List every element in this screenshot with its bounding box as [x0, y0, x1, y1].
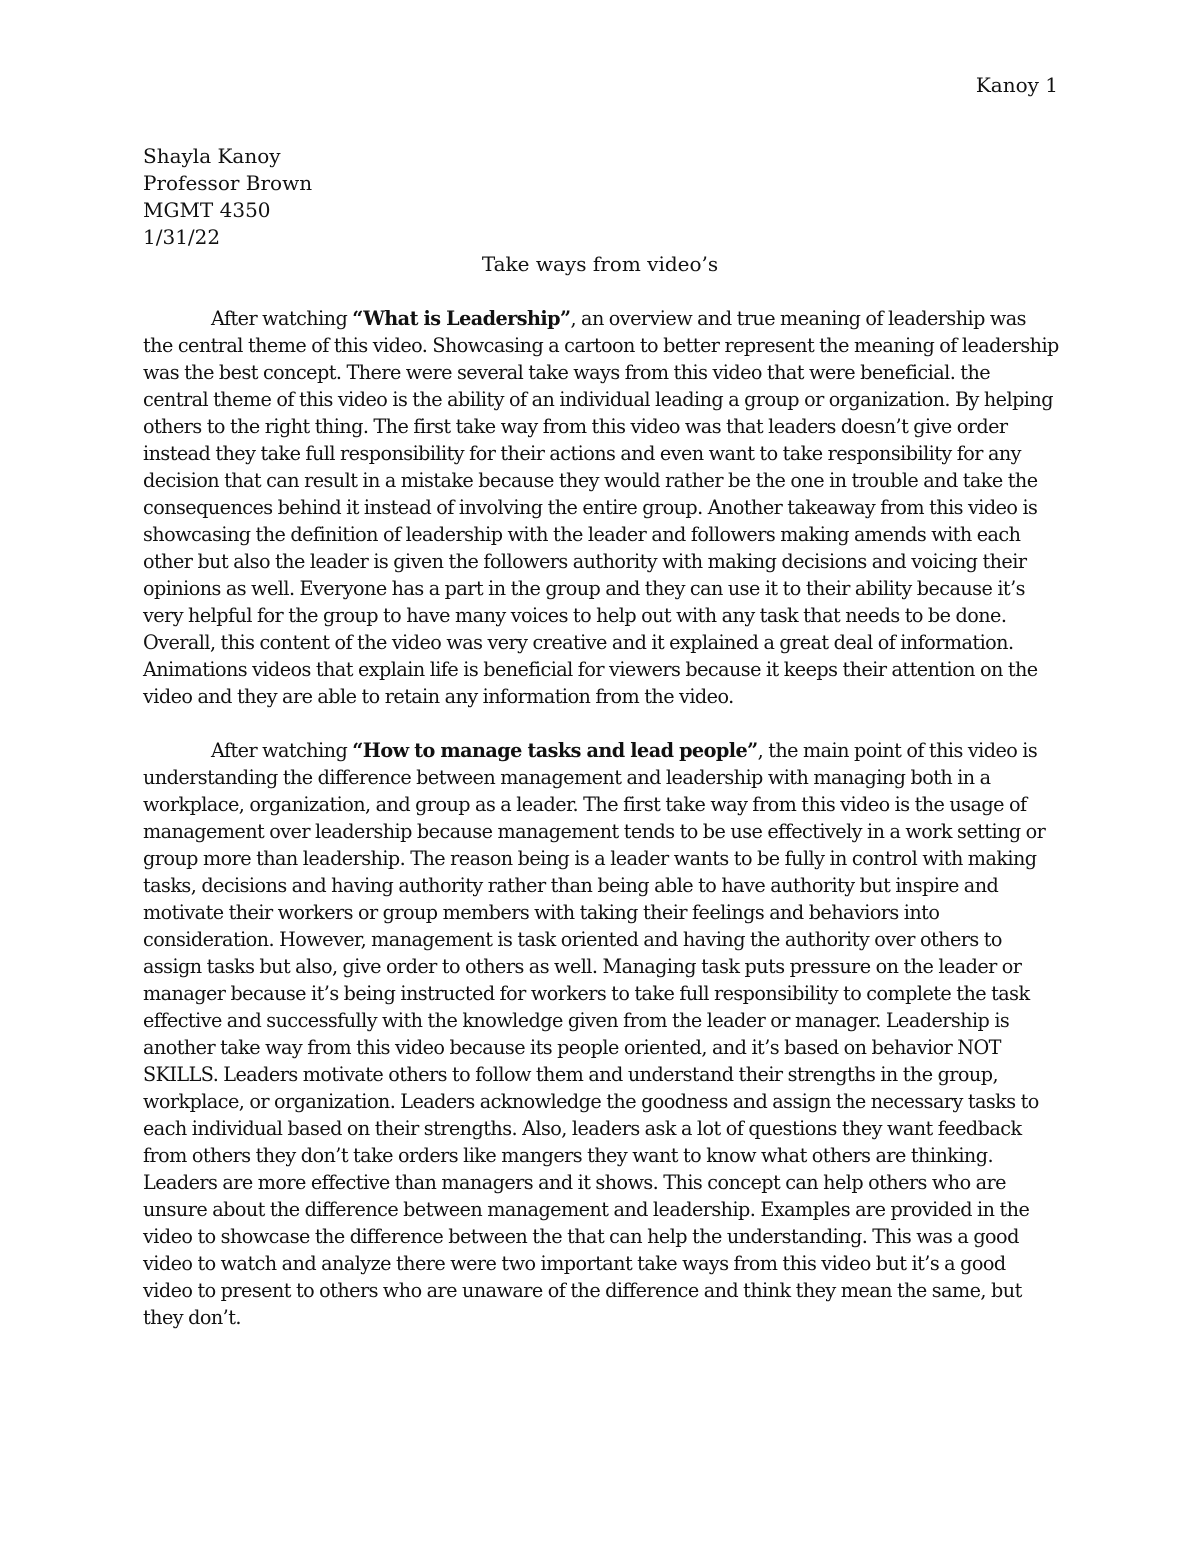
paragraph-1: [143, 305, 1060, 710]
document-title: Take ways from video’s: [481, 252, 719, 276]
running-head: Kanoy 1: [975, 73, 1058, 97]
video-title-2: “How to manage tasks and lead people”: [352, 739, 758, 762]
paragraph-2-text: , the main point of this video is understanding the difference between management and leadership with managing both in a workplace, organization, and group as a leader. The first take way from this video is the usage of management over leadership because management tends to be use effectively in a work setting or group more than leadership. The reason being is a leader wants to be fully in control with making tasks, decisions and having authority rather than being able to have authority but inspire and motivate their workers or group members with taking their feelings and behaviors into consideration. However, management is task oriented and having the authority over others to assign tasks but also, give order to others as well. Managing task puts pressure on the leader or manager because it’s being instructed for workers to take full responsibility to complete the task effective and successfully with the knowledge given from the leader or manager. Leadership is another take way from this video because its people oriented, and it’s based on behavior NOT SKILLS. Leaders motivate others to follow them and understand their strengths in the group, workplace, or organization. Leaders acknowledge the goodness and assign the necessary tasks to each individual based on their strengths. Also, leaders ask a lot of questions they want feedback from others they don’t take orders like mangers they want to know what others are thinking. Leaders are more effective than managers and it shows. This concept can help others who are unsure about the difference between management and leadership. Examples are provided in the video to showcase the difference between the that can help the understanding. This was a good video to watch and analyze there were two important take ways from this video but it’s a good video to present to others who are unaware of the difference and think they mean the same, but they don’t.: [143, 739, 1046, 1329]
header-block: [143, 143, 312, 251]
paragraph-1-lead: After watching: [211, 307, 353, 330]
paragraph-2-lead: After watching: [211, 739, 353, 762]
video-title-1: “What is Leadership”: [352, 307, 571, 330]
paragraph-2: [143, 737, 1060, 1331]
course-code: MGMT 4350: [143, 198, 271, 222]
paragraph-1-text: , an overview and true meaning of leadership was the central theme of this video. Showcasing a cartoon to better represent the meaning of leadership was the best concept. There were several take ways from this video that were beneficial. the central theme of this video is the ability of an individual leading a group or organization. By helping others to the right thing. The first take way from this video was that leaders doesn’t give order instead they take full responsibility for their actions and even want to take responsibility for any decision that can result in a mistake because they would rather be the one in trouble and take the consequences behind it instead of involving the entire group. Another takeaway from this video is showcasing the definition of leadership with the leader and followers making amends with each other but also the leader is given the followers authority with making decisions and voicing their opinions as well. Everyone has a part in the group and they can use it to their ability because it’s very helpful for the group to have many voices to help out with any task that needs to be done. Overall, this content of the video was very creative and it explained a great deal of information. Animations videos that explain life is beneficial for viewers because it keeps their attention on the video and they are able to retain any information from the video.: [143, 307, 1059, 708]
author-name: Shayla Kanoy: [143, 144, 281, 168]
professor-name: Professor Brown: [143, 171, 313, 195]
date: 1/31/22: [143, 225, 221, 249]
body-text: [143, 305, 1060, 1358]
